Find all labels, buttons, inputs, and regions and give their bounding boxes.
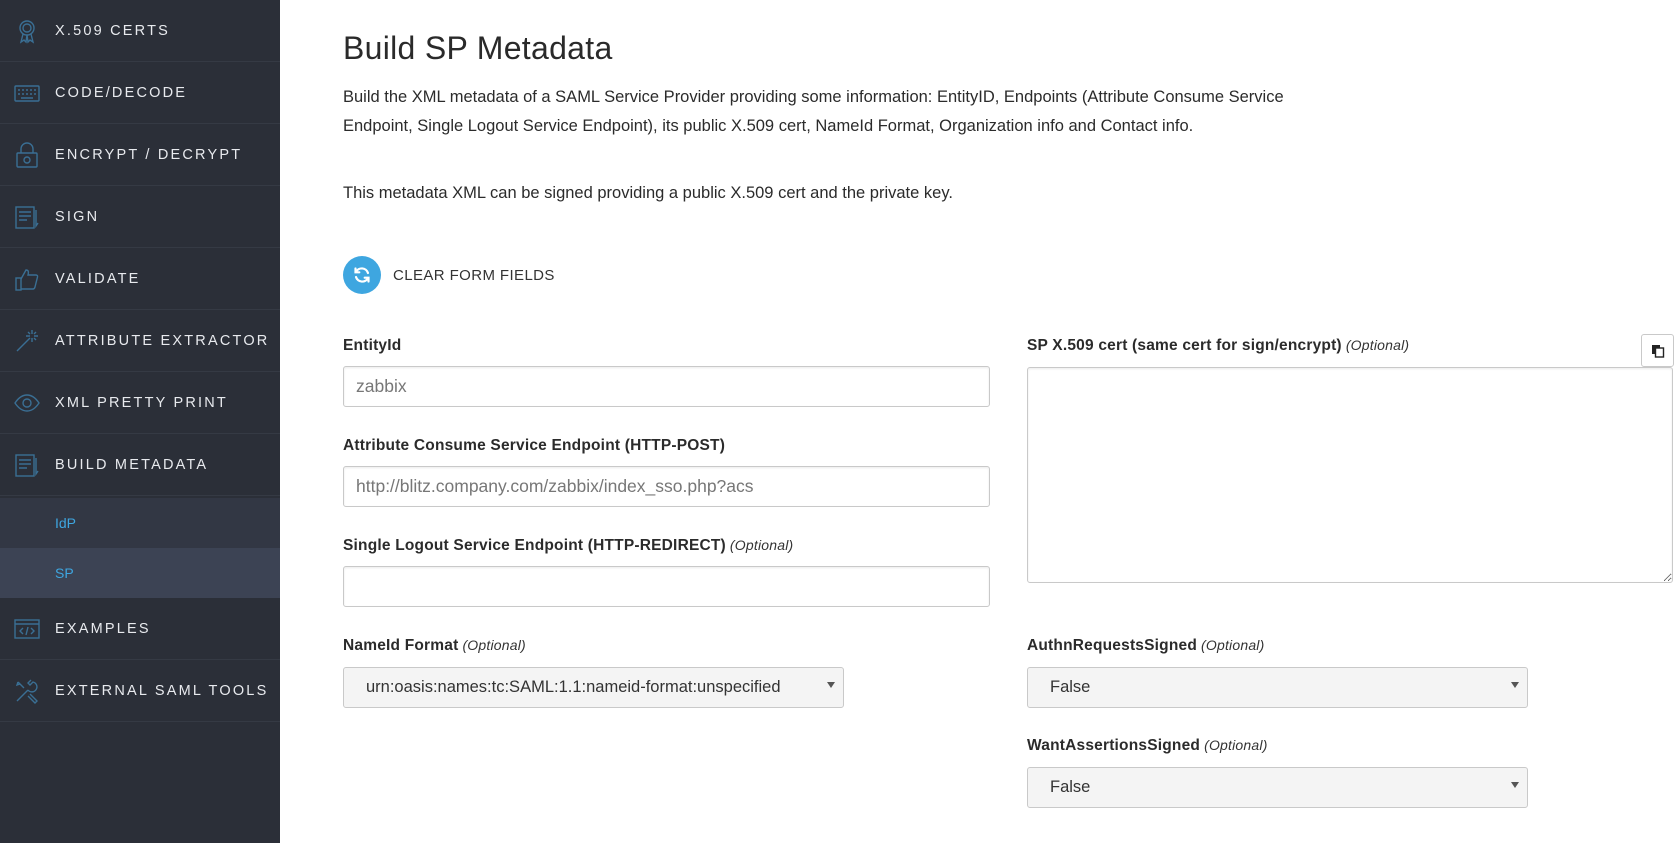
sidebar-item-label: XML PRETTY PRINT xyxy=(55,394,228,411)
sidebar-item-attribute-extractor[interactable] xyxy=(0,310,280,372)
document-build-icon xyxy=(14,452,40,478)
entity-id-label-text: EntityId xyxy=(343,337,402,354)
want-assertions-signed-select[interactable] xyxy=(1027,767,1528,808)
lock-icon xyxy=(14,142,40,168)
eye-icon xyxy=(14,390,40,416)
chevron-down-icon xyxy=(827,682,835,688)
sidebar-item-x509-certs[interactable] xyxy=(0,0,280,62)
tools-icon xyxy=(14,678,40,704)
sidebar-subitem-idp[interactable] xyxy=(0,498,280,548)
sp-cert-label xyxy=(1027,337,1409,355)
authn-requests-signed-label-text: AuthnRequestsSigned xyxy=(1027,637,1198,654)
sidebar-item-xml-pretty-print[interactable] xyxy=(0,372,280,434)
magic-wand-icon xyxy=(14,328,40,354)
authn-requests-signed-select[interactable] xyxy=(1027,667,1528,708)
sidebar-subitem-sp[interactable] xyxy=(0,548,280,598)
page-description-signing: This metadata XML can be signed providing a public X.509 cert and the private key. xyxy=(343,184,953,202)
want-assertions-signed-label xyxy=(1027,737,1268,755)
authn-requests-signed-label xyxy=(1027,637,1264,655)
page-title: Build SP Metadata xyxy=(343,30,613,66)
sidebar-item-label: X.509 CERTS xyxy=(55,22,171,39)
want-assertions-signed-label-text: WantAssertionsSigned xyxy=(1027,737,1201,754)
sidebar-item-examples[interactable] xyxy=(0,598,280,660)
sidebar-item-external-saml-tools[interactable] xyxy=(0,660,280,722)
optional-tag: (Optional) xyxy=(462,637,526,653)
certificate-icon xyxy=(14,18,40,44)
entity-id-input[interactable] xyxy=(343,366,990,407)
sidebar-item-label: EXTERNAL SAML TOOLS xyxy=(55,682,269,699)
page-description: Build the XML metadata of a SAML Service Provider providing some information: EntityID, Endpoints (Attribute Consume Service Endpoint, Single Logout Service Endpoint), its public X.509 cert, NameId Format, Organization info and Contact info. xyxy=(343,88,1284,135)
sidebar-item-label: SIGN xyxy=(55,208,100,225)
acs-endpoint-input[interactable] xyxy=(343,466,990,507)
sls-endpoint-label xyxy=(343,537,793,555)
nameid-format-select[interactable] xyxy=(343,667,844,708)
sidebar-item-label: ENCRYPT / DECRYPT xyxy=(55,146,243,163)
authn-requests-signed-value: False xyxy=(1050,678,1091,696)
sidebar-item-label: BUILD METADATA xyxy=(55,456,209,473)
sidebar xyxy=(0,0,280,843)
sidebar-item-validate[interactable] xyxy=(0,248,280,310)
nameid-format-label xyxy=(343,637,526,655)
sidebar-item-sign[interactable] xyxy=(0,186,280,248)
sidebar-item-encrypt-decrypt[interactable] xyxy=(0,124,280,186)
sp-cert-textarea[interactable] xyxy=(1027,367,1673,583)
refresh-icon[interactable] xyxy=(343,256,381,294)
entity-id-label xyxy=(343,337,401,355)
sidebar-subitem-label: IdP xyxy=(55,515,77,531)
sidebar-subitem-label: SP xyxy=(55,565,74,581)
thumbs-up-icon xyxy=(14,266,40,292)
want-assertions-signed-value: False xyxy=(1050,778,1091,796)
nameid-format-label-text: NameId Format xyxy=(343,637,459,654)
sidebar-item-label: EXAMPLES xyxy=(55,620,151,637)
clear-form-label: CLEAR FORM FIELDS xyxy=(393,266,555,284)
sp-cert-label-text: SP X.509 cert (same cert for sign/encrypt) xyxy=(1027,337,1342,354)
clipboard-icon xyxy=(1651,344,1665,358)
sls-endpoint-label-text: Single Logout Service Endpoint (HTTP-REDIRECT) xyxy=(343,537,726,554)
acs-endpoint-label-text: Attribute Consume Service Endpoint (HTTP-POST) xyxy=(343,437,726,454)
chevron-down-icon xyxy=(1511,682,1519,688)
optional-tag: (Optional) xyxy=(1204,737,1268,753)
sidebar-item-code-decode[interactable] xyxy=(0,62,280,124)
acs-endpoint-label xyxy=(343,437,725,455)
keyboard-icon xyxy=(14,80,40,106)
code-window-icon xyxy=(14,616,40,642)
sls-endpoint-input[interactable] xyxy=(343,566,990,607)
sidebar-item-build-metadata[interactable] xyxy=(0,434,280,496)
optional-tag: (Optional) xyxy=(1201,637,1265,653)
sidebar-item-label: VALIDATE xyxy=(55,270,141,287)
optional-tag: (Optional) xyxy=(1345,337,1410,353)
optional-tag: (Optional) xyxy=(729,537,794,553)
nameid-format-value: urn:oasis:names:tc:SAML:1.1:nameid-format:unspecified xyxy=(366,678,781,696)
sidebar-item-label: CODE/DECODE xyxy=(55,84,188,101)
clear-form-button[interactable] xyxy=(343,256,555,294)
copy-button[interactable] xyxy=(1641,334,1674,367)
document-sign-icon xyxy=(14,204,40,230)
chevron-down-icon xyxy=(1511,782,1519,788)
sidebar-item-label: ATTRIBUTE EXTRACTOR xyxy=(55,332,270,349)
